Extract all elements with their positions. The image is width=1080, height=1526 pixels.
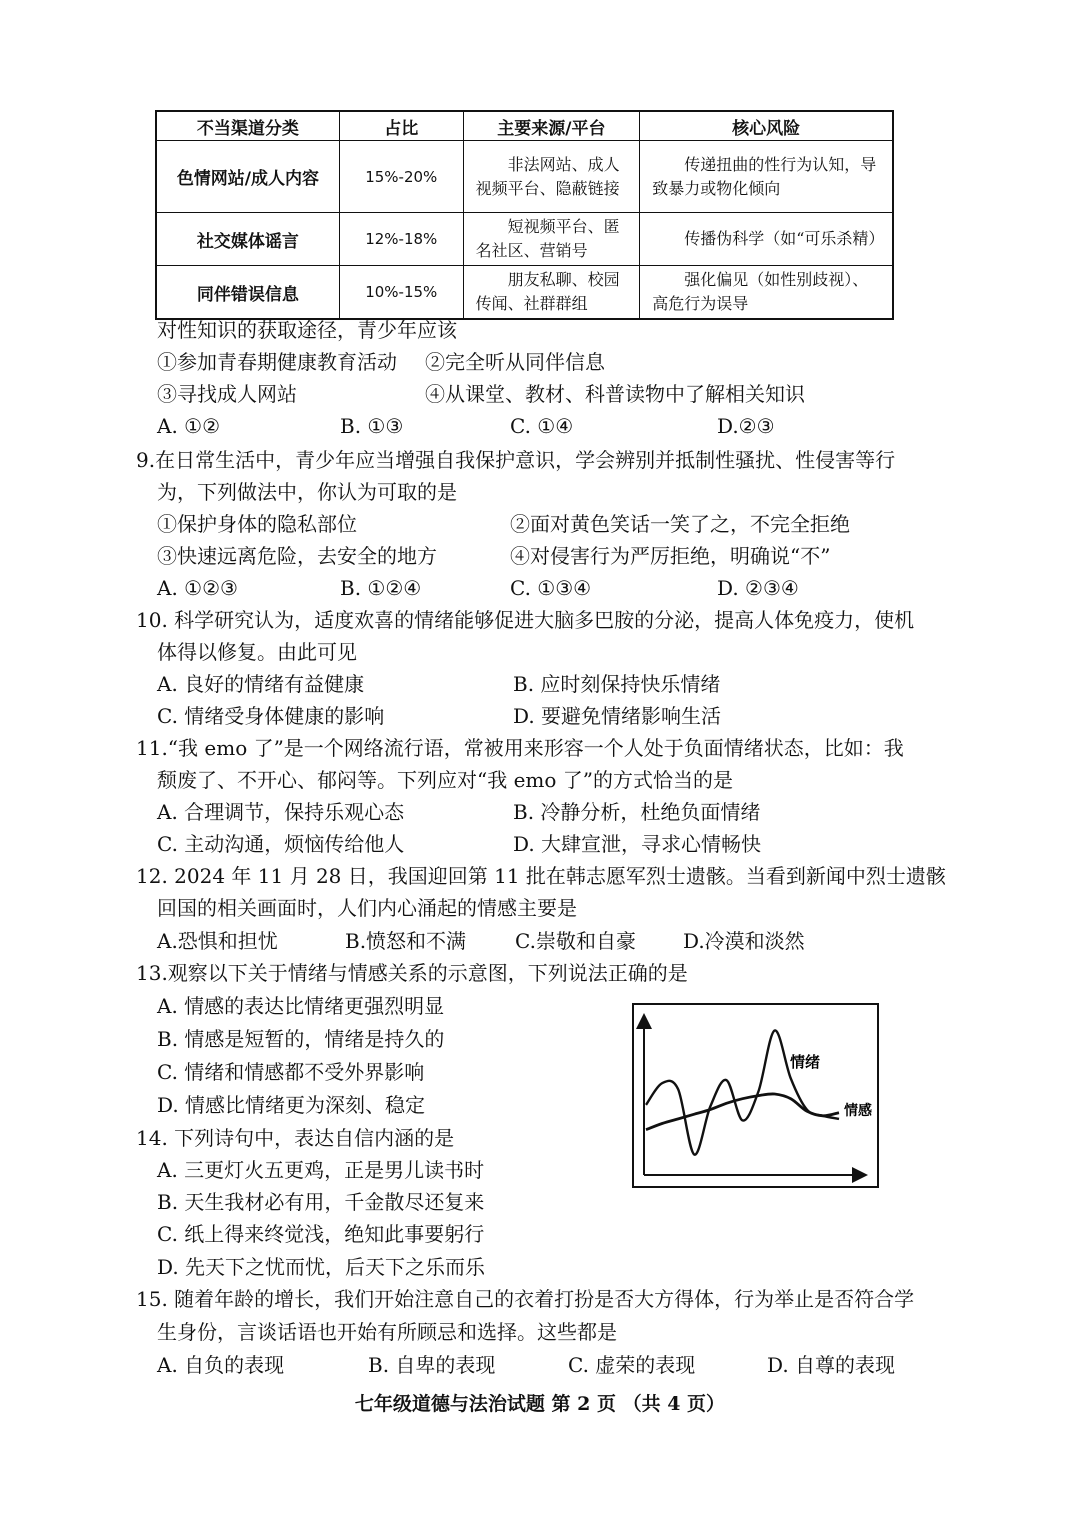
q8-option-d[interactable]: D.②③ bbox=[717, 414, 775, 438]
q8-option-a[interactable]: A. ①② bbox=[157, 414, 221, 438]
row-category: 同伴错误信息 bbox=[156, 266, 339, 320]
q14-option-d[interactable]: D. 先天下之忧而忧，后天下之乐而乐 bbox=[157, 1255, 486, 1279]
q13-option-d[interactable]: D. 情感比情绪更为深刻、稳定 bbox=[157, 1093, 426, 1117]
row-share: 12%-18% bbox=[339, 213, 463, 266]
q14-option-c[interactable]: C. 纸上得来终觉浅，绝知此事要躬行 bbox=[157, 1222, 485, 1246]
q9-item-1: ①保护身体的隐私部位 bbox=[157, 512, 357, 536]
q9-item-2: ②面对黄色笑话一笑了之，不完全拒绝 bbox=[510, 512, 850, 536]
row-share: 15%-20% bbox=[339, 141, 463, 213]
q8-option-b[interactable]: B. ①③ bbox=[340, 414, 404, 438]
channel-risk-table bbox=[155, 110, 894, 320]
table-row bbox=[156, 266, 893, 320]
q8-item-2: ②完全听从同伴信息 bbox=[425, 350, 605, 374]
q14-stem: 14. 下列诗句中，表达自信内涵的是 bbox=[136, 1126, 455, 1150]
q13-option-c[interactable]: C. 情绪和情感都不受外界影响 bbox=[157, 1060, 425, 1084]
q11-option-a[interactable]: A. 合理调节，保持乐观心态 bbox=[157, 800, 405, 824]
q13-option-a[interactable]: A. 情感的表达比情绪更强烈明显 bbox=[157, 994, 445, 1018]
q15-option-c[interactable]: C. 虚荣的表现 bbox=[568, 1353, 696, 1377]
q12-stem-2: 回国的相关画面时，人们内心涌起的情感主要是 bbox=[157, 896, 577, 920]
q14-option-b[interactable]: B. 天生我材必有用，千金散尽还复来 bbox=[157, 1190, 485, 1214]
q9-option-b[interactable]: B. ①②④ bbox=[340, 576, 422, 600]
q9-option-d[interactable]: D. ②③④ bbox=[717, 576, 799, 600]
q12-option-b[interactable]: B.愤怒和不满 bbox=[345, 929, 467, 953]
header-category: 不当渠道分类 bbox=[156, 111, 339, 141]
q11-stem-1: 11.“我 emo 了”是一个网络流行语，常被用来形容一个人处于负面情绪状态，比如：我 bbox=[136, 736, 904, 760]
q15-option-b[interactable]: B. 自卑的表现 bbox=[368, 1353, 496, 1377]
q10-option-c[interactable]: C. 情绪受身体健康的影响 bbox=[157, 704, 385, 728]
row-source: 朋友私聊、校园传闻、社群群组 bbox=[463, 266, 640, 320]
row-category: 社交媒体谣言 bbox=[156, 213, 339, 266]
header-share: 占比 bbox=[339, 111, 463, 141]
q8-item-4: ④从课堂、教材、科普读物中了解相关知识 bbox=[425, 382, 805, 406]
q8-stem: 对性知识的获取途径，青少年应该 bbox=[157, 318, 457, 342]
q10-option-d[interactable]: D. 要避免情绪影响生活 bbox=[513, 704, 722, 728]
page-footer: 七年级道德与法治试题 第 2 页 （共 4 页） bbox=[354, 1393, 726, 1415]
q11-stem-2: 颓废了、不开心、郁闷等。下列应对“我 emo 了”的方式恰当的是 bbox=[157, 768, 734, 792]
q9-item-4: ④对侵害行为严厉拒绝，明确说“不” bbox=[510, 544, 831, 568]
q11-option-d[interactable]: D. 大肆宣泄，寻求心情畅快 bbox=[513, 832, 762, 856]
row-risk: 传递扭曲的性行为认知，导致暴力或物化倾向 bbox=[640, 141, 893, 213]
row-risk: 传播伪科学（如“可乐杀精） bbox=[640, 213, 893, 266]
row-source: 短视频平台、匿名社区、营销号 bbox=[463, 213, 640, 266]
series-line-emotion bbox=[646, 1030, 839, 1154]
q9-stem-2: 为，下列做法中，你认为可取的是 bbox=[157, 480, 457, 504]
q15-stem-1: 15. 随着年龄的增长，我们开始注意自己的衣着打扮是否大方得体，行为举止是否符合学 bbox=[136, 1287, 915, 1311]
series-label-emotion: 情绪 bbox=[790, 1053, 821, 1071]
row-risk: 强化偏见（如性别歧视）、高危行为误导 bbox=[640, 266, 893, 320]
q8-item-3: ③寻找成人网站 bbox=[157, 382, 297, 406]
q13-stem: 13.观察以下关于情绪与情感关系的示意图，下列说法正确的是 bbox=[136, 961, 688, 985]
q15-option-d[interactable]: D. 自尊的表现 bbox=[767, 1353, 896, 1377]
q10-option-b[interactable]: B. 应时刻保持快乐情绪 bbox=[513, 672, 721, 696]
q11-option-c[interactable]: C. 主动沟通，烦恼传给他人 bbox=[157, 832, 405, 856]
series-label-feeling: 情感 bbox=[844, 1103, 872, 1119]
q13-option-b[interactable]: B. 情感是短暂的，情绪是持久的 bbox=[157, 1027, 445, 1051]
series-line-feeling bbox=[646, 1094, 839, 1130]
q12-option-a[interactable]: A.恐惧和担忧 bbox=[157, 929, 278, 953]
q9-item-3: ③快速远离危险，去安全的地方 bbox=[157, 544, 437, 568]
q14-option-a[interactable]: A. 三更灯火五更鸡，正是男儿读书时 bbox=[157, 1158, 485, 1182]
q12-option-d[interactable]: D.冷漠和淡然 bbox=[683, 929, 805, 953]
header-source: 主要来源/平台 bbox=[463, 111, 640, 141]
row-share: 10%-15% bbox=[339, 266, 463, 320]
q11-option-b[interactable]: B. 冷静分析，杜绝负面情绪 bbox=[513, 800, 761, 824]
q12-stem-1: 12. 2024 年 11 月 28 日，我国迎回第 11 批在韩志愿军烈士遗骸。当看到新闻中烈士遗骸 bbox=[136, 864, 946, 888]
q8-option-c[interactable]: C. ①④ bbox=[510, 414, 574, 438]
q9-option-a[interactable]: A. ①②③ bbox=[157, 576, 238, 600]
q15-option-a[interactable]: A. 自负的表现 bbox=[157, 1353, 285, 1377]
q8-item-1: ①参加青春期健康教育活动 bbox=[157, 350, 397, 374]
q9-option-c[interactable]: C. ①③④ bbox=[510, 576, 592, 600]
header-risk: 核心风险 bbox=[640, 111, 893, 141]
q10-stem-2: 体得以修复。由此可见 bbox=[157, 640, 357, 664]
q12-option-c[interactable]: C.崇敬和自豪 bbox=[515, 929, 636, 953]
emotion-feeling-chart bbox=[632, 1003, 879, 1188]
row-source: 非法网站、成人视频平台、隐蔽链接 bbox=[463, 141, 640, 213]
table-header-row bbox=[156, 111, 893, 141]
row-category: 色情网站/成人内容 bbox=[156, 141, 339, 213]
chart-plot bbox=[634, 1005, 877, 1186]
q10-option-a[interactable]: A. 良好的情绪有益健康 bbox=[157, 672, 365, 696]
table-row bbox=[156, 141, 893, 213]
q15-stem-2: 生身份，言谈话语也开始有所顾忌和选择。这些都是 bbox=[157, 1320, 617, 1344]
table-row bbox=[156, 213, 893, 266]
q9-stem-1: 9.在日常生活中，青少年应当增强自我保护意识，学会辨别并抵制性骚扰、性侵害等行 bbox=[136, 448, 896, 472]
q10-stem-1: 10. 科学研究认为，适度欢喜的情绪能够促进大脑多巴胺的分泌，提高人体免疫力，使机 bbox=[136, 608, 915, 632]
